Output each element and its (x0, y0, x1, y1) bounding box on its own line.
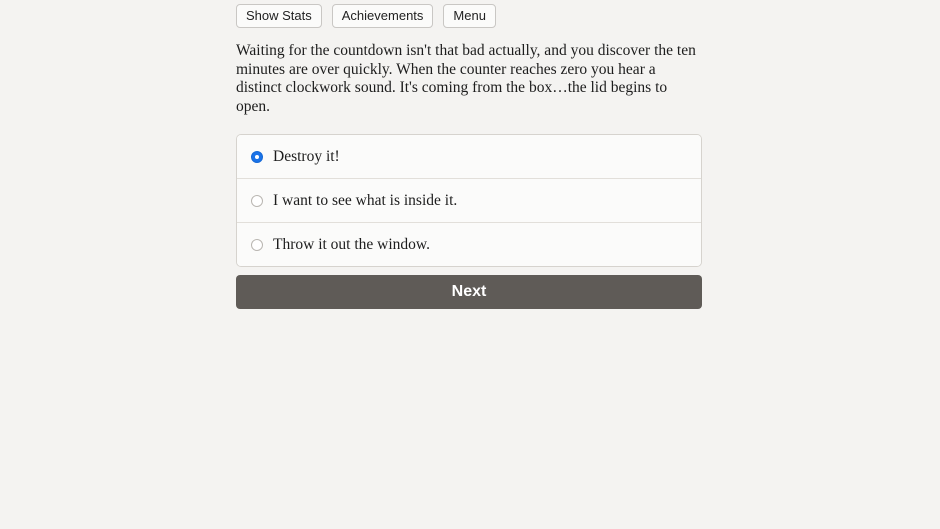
choice-list (236, 134, 702, 267)
menu-button[interactable]: Menu (443, 4, 496, 28)
game-content (236, 0, 702, 309)
radio-icon[interactable] (251, 239, 263, 251)
radio-icon[interactable] (251, 195, 263, 207)
choice-label: Throw it out the window. (273, 235, 430, 253)
show-stats-button[interactable]: Show Stats (236, 4, 322, 28)
choice-option-1[interactable] (237, 135, 701, 179)
achievements-button[interactable]: Achievements (332, 4, 434, 28)
story-text: Waiting for the countdown isn't that bad actually, and you discover the ten minutes are over quickly. When the counter reaches zero you hear a distinct clockwork sound. It's coming from the box…the lid begins to open. (236, 42, 696, 115)
toolbar (236, 0, 702, 28)
choice-label: Destroy it! (273, 147, 340, 165)
next-button[interactable]: Next (236, 275, 702, 309)
radio-icon[interactable] (251, 151, 263, 163)
choice-option-3[interactable] (237, 223, 701, 266)
choice-label: I want to see what is inside it. (273, 191, 458, 209)
choice-option-2[interactable] (237, 179, 701, 223)
